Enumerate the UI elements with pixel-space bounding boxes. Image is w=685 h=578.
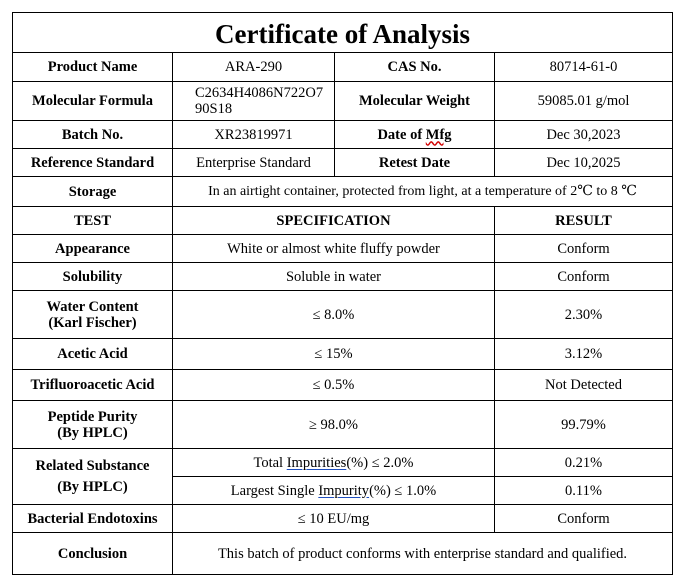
test-spec: Soluble in water xyxy=(173,263,495,291)
total-impurities-suffix: (%) ≤ 2.0% xyxy=(346,454,414,471)
batch-value: XR23819971 xyxy=(173,121,335,149)
reference-row xyxy=(13,149,673,177)
test-spec: White or almost white fluffy powder xyxy=(173,235,495,263)
retest-value: Dec 10,2025 xyxy=(495,149,673,177)
reference-value: Enterprise Standard xyxy=(173,149,335,177)
total-impurities-result: 0.21% xyxy=(495,449,673,477)
cas-label: CAS No. xyxy=(335,53,495,82)
test-row xyxy=(13,263,673,291)
weight-label: Molecular Weight xyxy=(335,82,495,121)
batch-label: Batch No. xyxy=(13,121,173,149)
test-result: Conform xyxy=(495,235,673,263)
test-row xyxy=(13,401,673,449)
related-name-line1: Related Substance xyxy=(35,457,150,474)
test-row xyxy=(13,339,673,370)
test-name xyxy=(13,401,173,449)
total-impurities-word: Impurities xyxy=(286,454,347,471)
header-row xyxy=(13,207,673,235)
test-spec: ≤ 8.0% xyxy=(173,291,495,339)
header-result: RESULT xyxy=(495,207,673,235)
retest-label: Retest Date xyxy=(335,149,495,177)
related-substance-row xyxy=(13,449,673,477)
single-impurity-word: Impurity xyxy=(318,482,370,499)
weight-value: 59085.01 g/mol xyxy=(495,82,673,121)
conclusion-label: Conclusion xyxy=(13,533,173,575)
test-spec: ≤ 0.5% xyxy=(173,370,495,401)
endotoxins-spec: ≤ 10 EU/mg xyxy=(173,505,495,533)
single-impurity-spec xyxy=(173,477,495,505)
page-title: Certificate of Analysis xyxy=(13,13,673,53)
test-result: 3.12% xyxy=(495,339,673,370)
mfg-label xyxy=(335,121,495,149)
mfg-value: Dec 30,2023 xyxy=(495,121,673,149)
header-test: TEST xyxy=(13,207,173,235)
header-specification: SPECIFICATION xyxy=(173,207,495,235)
storage-value: In an airtight container, protected from light, at a temperature of 2℃ to 8 ℃ xyxy=(173,177,673,207)
test-result: Conform xyxy=(495,263,673,291)
mfg-label-word: Mfg xyxy=(425,126,452,143)
conclusion-row xyxy=(13,533,673,575)
total-impurities-spec xyxy=(173,449,495,477)
test-spec: ≥ 98.0% xyxy=(173,401,495,449)
coa-table xyxy=(12,12,673,575)
title-row xyxy=(13,13,673,53)
formula-row xyxy=(13,82,673,121)
test-name-line2: (Karl Fischer) xyxy=(48,314,137,331)
test-name-line1: Water Content xyxy=(46,298,139,315)
test-result: 99.79% xyxy=(495,401,673,449)
related-name-line2: (By HPLC) xyxy=(57,478,128,495)
test-name-line1: Peptide Purity xyxy=(47,408,138,425)
formula-label: Molecular Formula xyxy=(13,82,173,121)
mfg-label-prefix: Date of xyxy=(377,126,426,143)
test-row xyxy=(13,291,673,339)
total-impurities-prefix: Total xyxy=(253,454,287,471)
test-row xyxy=(13,370,673,401)
product-row xyxy=(13,53,673,82)
test-name: Trifluoroacetic Acid xyxy=(13,370,173,401)
test-row xyxy=(13,235,673,263)
single-impurity-prefix: Largest Single xyxy=(230,482,319,499)
single-impurity-result: 0.11% xyxy=(495,477,673,505)
test-name xyxy=(13,291,173,339)
test-result: 2.30% xyxy=(495,291,673,339)
endotoxins-name: Bacterial Endotoxins xyxy=(13,505,173,533)
test-name: Solubility xyxy=(13,263,173,291)
reference-label: Reference Standard xyxy=(13,149,173,177)
endotoxins-row xyxy=(13,505,673,533)
test-name-line2: (By HPLC) xyxy=(57,424,128,441)
endotoxins-result: Conform xyxy=(495,505,673,533)
test-spec: ≤ 15% xyxy=(173,339,495,370)
storage-label: Storage xyxy=(13,177,173,207)
test-name: Acetic Acid xyxy=(13,339,173,370)
related-substance-name xyxy=(13,449,173,505)
test-name: Appearance xyxy=(13,235,173,263)
conclusion-text: This batch of product conforms with enterprise standard and qualified. xyxy=(173,533,673,575)
storage-row xyxy=(13,177,673,207)
batch-row xyxy=(13,121,673,149)
test-result: Not Detected xyxy=(495,370,673,401)
certificate-of-analysis xyxy=(12,12,672,575)
product-name-value: ARA-290 xyxy=(173,53,335,82)
cas-value: 80714-61-0 xyxy=(495,53,673,82)
single-impurity-suffix: (%) ≤ 1.0% xyxy=(369,482,437,499)
product-name-label: Product Name xyxy=(13,53,173,82)
formula-value: C2634H4086N722O790S18 xyxy=(173,82,335,121)
